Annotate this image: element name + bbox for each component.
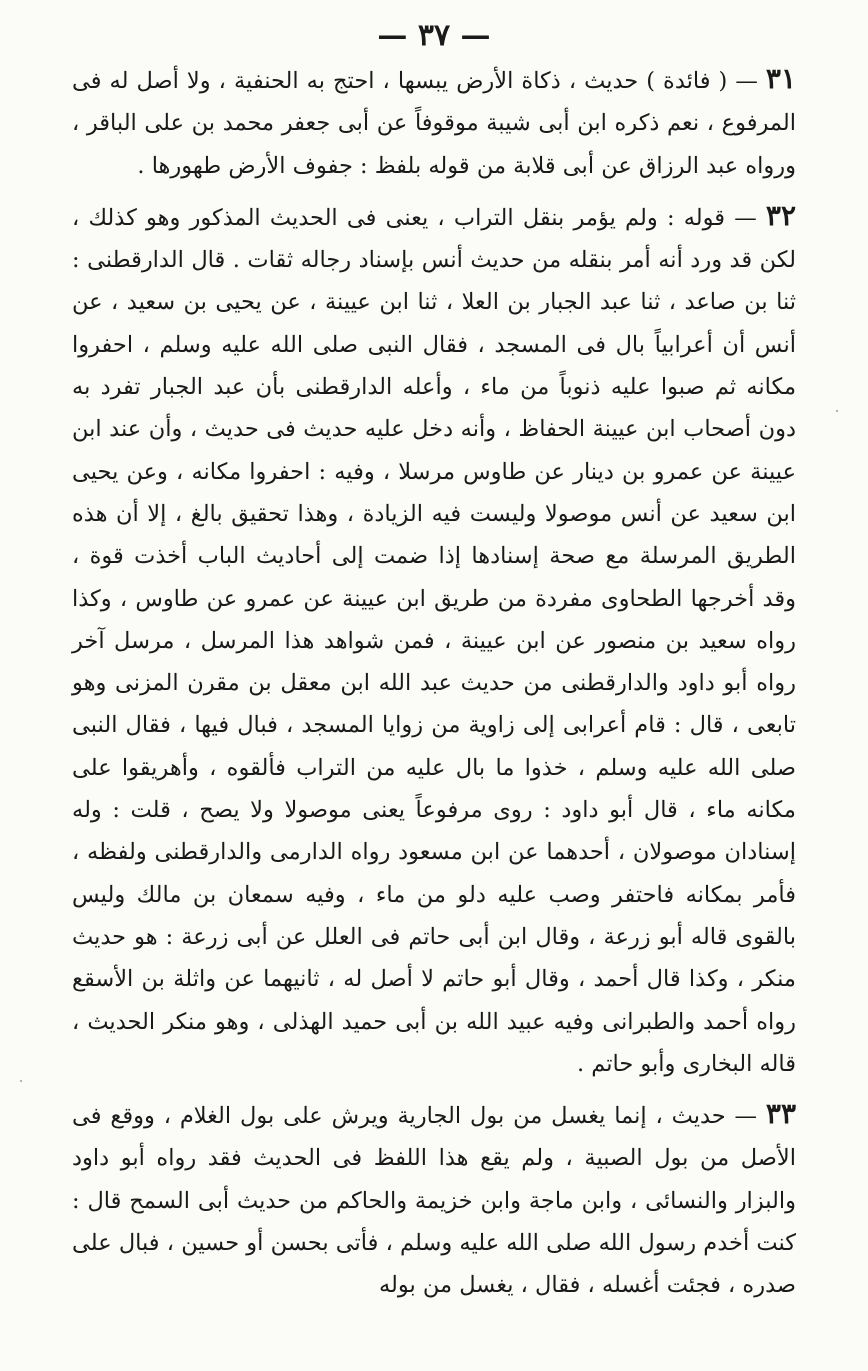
paragraph-number: ٣٣ — [765, 1097, 796, 1131]
paragraph-number: ٣١ — [765, 62, 796, 95]
page-number: — ٣٧ — — [377, 18, 491, 53]
paragraph-31 — [72, 58, 796, 187]
paragraph-33 — [72, 1093, 796, 1306]
paragraph-text: — قوله : ولم يؤمر بنقل التراب ، يعنى فى الحديث المذكور وهو كذلك ، لكن قد ورد أنه أمر بنقله من حديث أنس بإسناد رجاله ثقات . قال الدارقطنى : ثنا بن صاعد ، ثنا عبد الجبار بن العلا ، ثنا ابن عيينة ، عن يحيى بن سعيد ، عن أنس أن أعرابياً بال فى المسجد ، فقال النبى صلى الله عليه وسلم ، احفروا مكانه ثم صبوا عليه ذنوباً من ماء ، وأعله الدارقطنى بأن عبد الجبار تفرد به دون أصحاب ابن عيينة الحفاظ ، وأنه دخل عليه حديث فى حديث ، وأن عند ابن عيينة عن عمرو بن دينار عن طاوس مرسلا ، وفيه : احفروا مكانه ، وعن يحيى ابن سعيد عن أنس موصولا وليست فيه الزيادة ، وهذا تحقيق بالغ ، إلا أن هذه الطريق المرسلة مع صحة إسنادها إذا ضمت إلى أحاديث الباب أخذت قوة ، وقد أخرجها الطحاوى مفردة من طريق ابن عيينة عن عمرو عن طاوس ، وكذا رواه سعيد بن منصور عن ابن عيينة ، فمن شواهد هذا المرسل ، مرسل آخر رواه أبو داود والدارقطنى من حديث عبد الله ابن معقل بن مقرن المزنى وهو تابعى ، قال : قام أعرابى إلى زاوية من زوايا المسجد ، فبال فيها ، فقال النبى صلى الله عليه وسلم ، خذوا ما بال عليه من التراب فألقوه ، وأهريقوا على مكانه ماء ، قال أبو داود : روى مرفوعاً يعنى موصولا ولا يصح ، قلت : وله إسنادان موصولان ، أحدهما عن ابن مسعود رواه الدارمى والدارقطنى ولفظه ، فأمر بمكانه فاحتفر وصب عليه دلو من ماء ، وفيه سمعان بن مالك وليس بالقوى قاله أبو زرعة ، وقال ابن أبى حاتم فى العلل عن أبى زرعة : هو حديث منكر ، وكذا قال أحمد ، وقال أبو حاتم لا أصل له ، ثانيهما عن واثلة بن الأسقع رواه أحمد والطبرانى وفيه عبيد الله بن أبى حميد الهذلى ، وهو منكر الحديث ، قاله البخارى وأبو حاتم . — [72, 204, 796, 1077]
paragraph-text: — ( فائدة ) حديث ، ذكاة الأرض يبسها ، احتج به الحنفية ، ولا أصل له فى المرفوع ، نعم ذكره ابن أبى شيبة موقوفاً عن أبى جعفر محمد بن على الباقر ، ورواه عبد الرزاق عن أبى قلابة من قوله بلفظ : جفوف الأرض طهورها . — [72, 68, 796, 179]
scan-speck — [20, 1080, 22, 1082]
paragraph-number: ٣٢ — [765, 198, 796, 232]
paragraph-32 — [72, 195, 796, 1085]
scan-speck — [836, 410, 838, 412]
paragraph-text: — حديث ، إنما يغسل من بول الجارية ويرش على بول الغلام ، ووقع فى الأصل من بول الصبية ، ولم يقع هذا اللفظ فى الحديث فقد رواه أبو داود والبزار والنسائى ، وابن ماجة وابن خزيمة والحاكم من حديث أبى السمح قال : كنت أخدم رسول الله صلى الله عليه وسلم ، فأتى بحسن أو حسين ، فبال على صدره ، فجئت أغسله ، فقال ، يغسل من بوله — [72, 1103, 796, 1299]
